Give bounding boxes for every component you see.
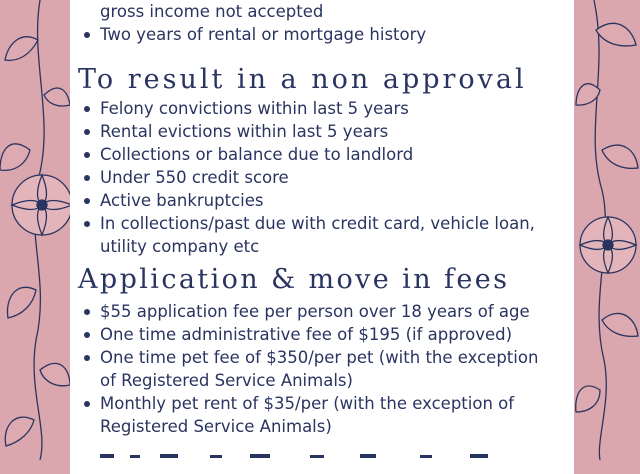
cut-off-heading-fragment bbox=[100, 446, 520, 458]
list-item: One time administrative fee of $195 (if approved) bbox=[78, 323, 538, 346]
leaf-branch-icon bbox=[574, 0, 640, 460]
list-item: $55 application fee per person over 18 years of age bbox=[78, 300, 538, 323]
fees-list bbox=[78, 300, 538, 438]
list-item: Under 550 credit score bbox=[78, 166, 535, 189]
list-item: Active bankruptcies bbox=[78, 189, 535, 212]
non-approval-list bbox=[78, 97, 535, 258]
list-item-continuation: utility company etc bbox=[100, 237, 260, 256]
right-floral-border bbox=[574, 0, 640, 460]
list-item: Rental evictions within last 5 years bbox=[78, 120, 535, 143]
left-floral-border bbox=[0, 0, 70, 460]
list-item: One time pet fee of $350/per pet (with the exception bbox=[78, 346, 538, 369]
list-item-continuation: Registered Service Animals) bbox=[100, 417, 332, 436]
list-item: Felony convictions within last 5 years bbox=[78, 97, 535, 120]
list-item: gross income not accepted bbox=[100, 2, 324, 21]
section-heading-fees: Application & move in fees bbox=[78, 264, 510, 295]
section-heading-non-approval: To result in a non approval bbox=[78, 64, 527, 95]
list-item: Two years of rental or mortgage history bbox=[78, 23, 426, 46]
list-item: Collections or balance due to landlord bbox=[78, 143, 535, 166]
requirements-list-continued bbox=[78, 0, 426, 46]
list-item: In collections/past due with credit card, vehicle loan, bbox=[78, 212, 535, 235]
flower-illustration-icon bbox=[0, 0, 70, 460]
list-item: Monthly pet rent of $35/per (with the exception of bbox=[78, 392, 538, 415]
list-item-continuation: of Registered Service Animals) bbox=[100, 371, 353, 390]
document-panel bbox=[70, 0, 574, 474]
